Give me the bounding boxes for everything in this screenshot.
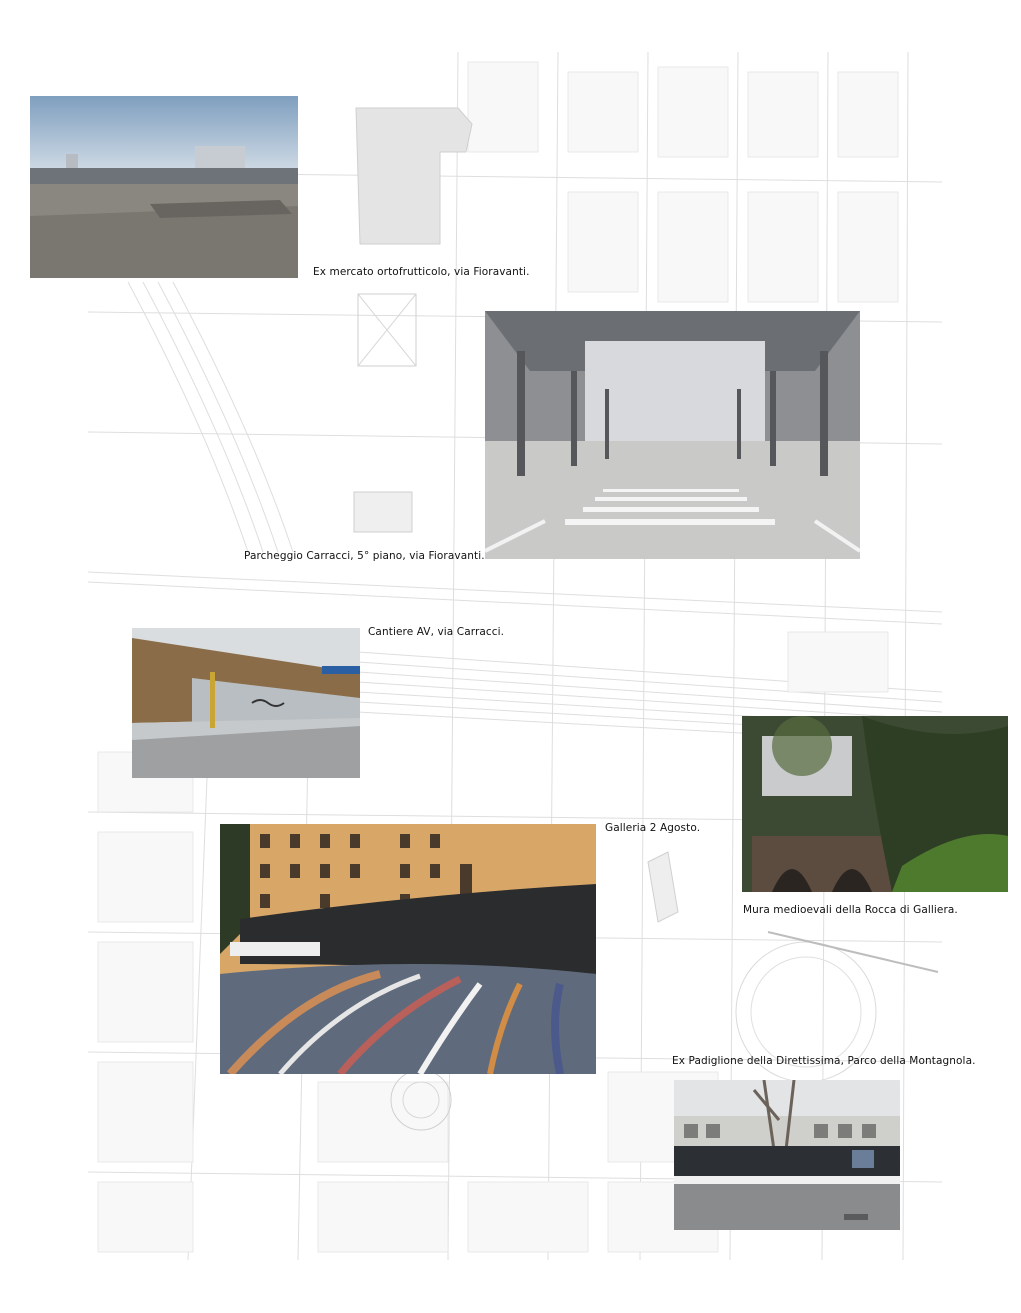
caption-galleria-2-agosto: Galleria 2 Agosto.: [605, 822, 701, 834]
photo-galleria-2-agosto: [220, 824, 596, 1074]
photo-mura-medioevali: [742, 716, 1008, 892]
caption-ex-padiglione: Ex Padiglione della Direttissima, Parco della Montagnola.: [672, 1055, 976, 1067]
caption-cantiere-av: Cantiere AV, via Carracci.: [368, 626, 505, 638]
photo-parcheggio-carracci: [485, 311, 860, 559]
caption-parcheggio-carracci: Parcheggio Carracci, 5° piano, via Fioravanti.: [244, 550, 485, 562]
caption-ex-mercato: Ex mercato ortofrutticolo, via Fioravanti.: [313, 266, 530, 278]
photo-ex-mercato: [30, 96, 298, 278]
photo-cantiere-av: [132, 628, 360, 778]
photo-ex-padiglione: [674, 1080, 900, 1230]
caption-mura-medioevali: Mura medioevali della Rocca di Galliera.: [743, 904, 958, 916]
